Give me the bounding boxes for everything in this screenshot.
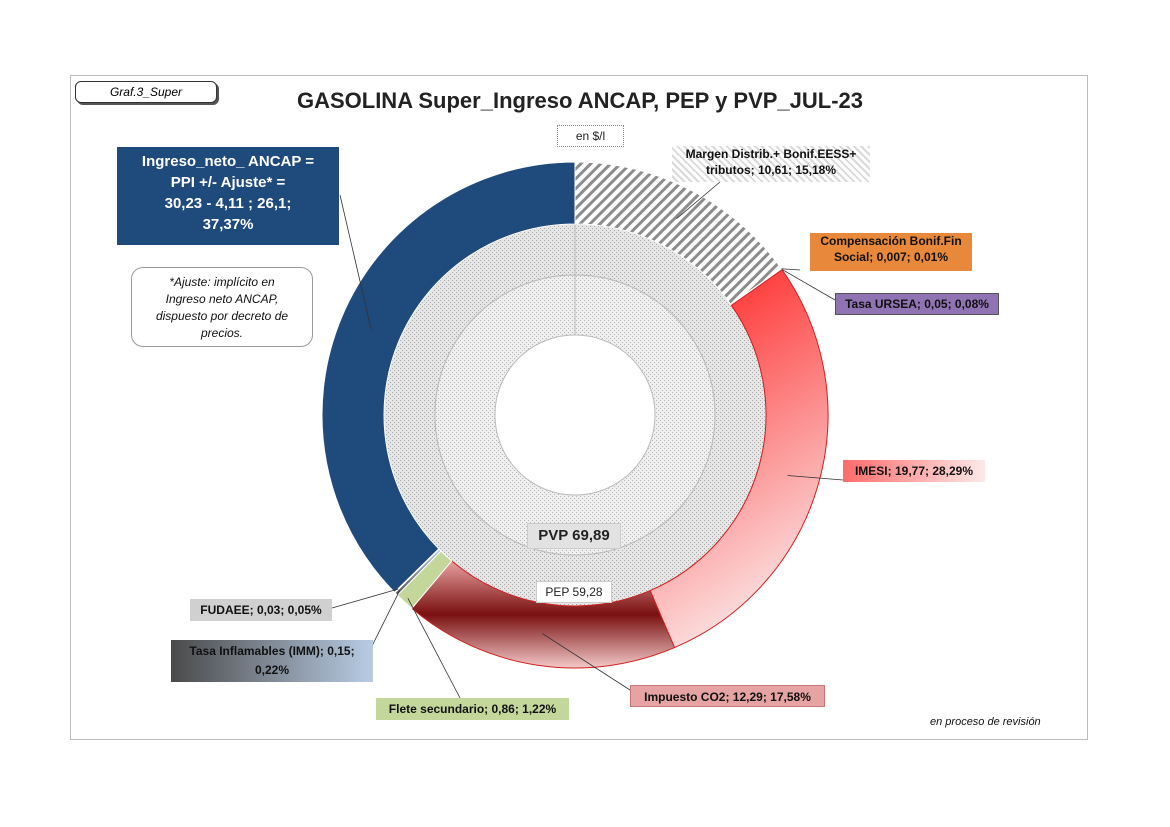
ancap-line: 30,23 - 4,11 ; 26,1; [164,195,292,212]
label-imesi: IMESI; 19,77; 28,29% [843,460,985,482]
graph-tag: Graf.3_Super [75,81,217,103]
leader-line [370,590,400,650]
ancap-line: 37,37% [202,216,254,233]
note-line: *Ajuste: implícito en [169,275,275,289]
adjustment-note [131,267,313,347]
pep-ring [435,275,715,555]
ancap-line: Ingreso_neto_ ANCAP = [141,153,315,170]
label-ursea: Tasa URSEA; 0,05; 0,08% [835,293,999,315]
label-co2: Impuesto CO2; 12,29; 17,58% [630,685,825,707]
revision-note: en proceso de revisión [930,716,1041,728]
chart-title: GASOLINA Super_Ingreso ANCAP, PEP y PVP_JUL-23 [296,88,864,113]
note-line: precios. [200,326,244,340]
label-compensacion: Compensación Bonif.Fin Social; 0,007; 0,01% [810,233,972,271]
unit-label: en $/l [557,125,624,147]
label-flete: Flete secundario; 0,86; 1,22% [376,698,569,720]
note-line: Ingreso neto ANCAP, [165,292,279,306]
label-margen: Margen Distrib.+ Bonif.EESS+ tributos; 10,61; 15,18% [672,146,870,182]
pep-label: PEP 59,28 [536,581,612,603]
note-line: dispuesto por decreto de [155,309,289,323]
leader-line [781,269,800,270]
label-fudaee: FUDAEE; 0,03; 0,05% [190,599,332,621]
ancap-line: PPI +/- Ajuste* = [170,174,286,191]
label-inflamables: Tasa Inflamables (IMM); 0,15; 0,22% [171,640,373,682]
ancap-label [117,147,339,245]
pvp-label: PVP 69,89 [527,523,621,549]
leader-line [332,589,398,608]
